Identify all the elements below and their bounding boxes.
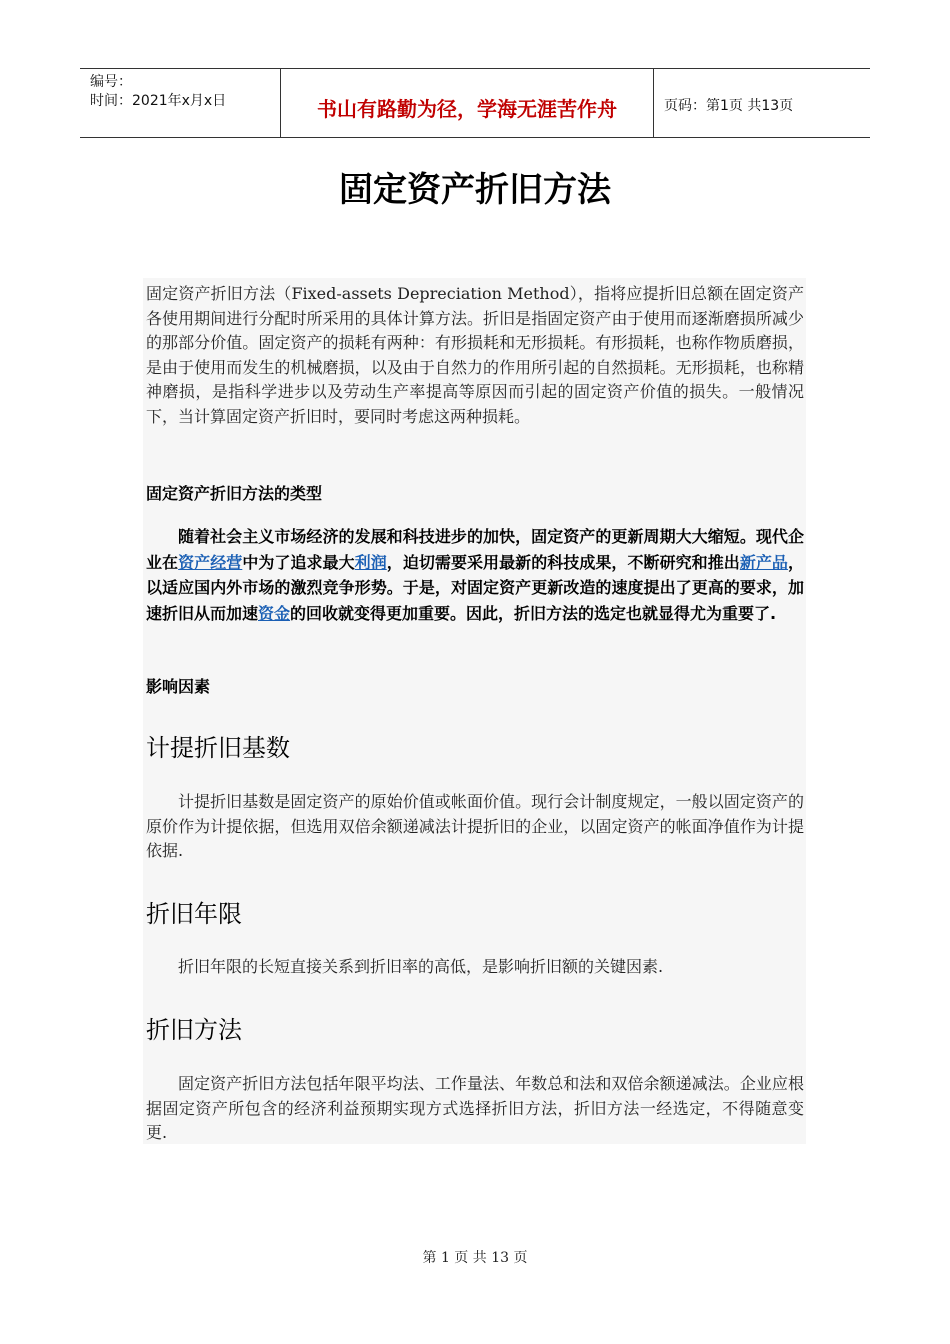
intro-paragraph: 固定资产折旧方法（Fixed-assets Depreciation Method），指将应提折旧总额在固定资产各使用期间进行分配时所采用的具体计算方法。折旧是指固定资产由于使用而逐渐磨损所减少的那部分价值。固定资产的损耗有两种：有形损耗和无形损耗。有形损耗，也称作物质磨损，是由于使用而发生的机械磨损，以及由于自然力的作用所引起的自然损耗。无形损耗，也称精神磨损，是指科学进步以及劳动生产率提高等原因而引起的固定资产价值的损失。一般情况下，当计算固定资产折旧时，要同时考虑这两种损耗。 xyxy=(146,284,804,426)
types-text-4: ，以适应国内外市场的激烈竞争形势。于是，对固定资产更新改造的速度提出了更高的要求，加速折旧从而加速 xyxy=(146,552,804,623)
section-text-base: 计提折旧基数是固定资产的原始价值或帐面价值。现行会计制度规定，一般以固定资产的原价作为计提依据，但选用双倍余额递减法计提折旧的企业，以固定资产的帐面净值作为计提依据. xyxy=(146,792,804,860)
types-text-2: 中为了追求最大 xyxy=(242,552,355,572)
link-new-product[interactable]: 新产品 xyxy=(739,552,788,572)
section-text-methods: 固定资产折旧方法包括年限平均法、工作量法、年数总和法和双倍余额递减法。企业应根据固定资产所包含的经济利益预期实现方式选择折旧方法，折旧方法一经选定，不得随意变更. xyxy=(146,1074,804,1142)
types-text-1: 随着社会主义市场经济的发展和科技进步的加快，固定资产的更新周期大大缩短。现代企业在 xyxy=(146,527,804,572)
section-heading-years: 折旧年限 xyxy=(146,900,242,928)
doc-number-label: 编号： xyxy=(90,74,132,90)
factors-heading: 影响因素 xyxy=(146,677,211,696)
link-profit[interactable]: 利润 xyxy=(354,552,387,572)
header-meta-cell xyxy=(80,69,281,137)
link-funds[interactable]: 资金 xyxy=(258,603,291,623)
section-heading-base: 计提折旧基数 xyxy=(146,734,290,762)
header-motto-cell xyxy=(281,69,654,137)
types-paragraph xyxy=(146,524,804,626)
document-title: 固定资产折旧方法 xyxy=(339,170,611,210)
types-text-5: 的回收就变得更加重要。因此，折旧方法的选定也就显得尤为重要了. xyxy=(290,603,777,623)
page-header xyxy=(80,68,870,138)
section-heading-methods: 折旧方法 xyxy=(146,1016,242,1044)
section-text-years: 折旧年限的长短直接关系到折旧率的高低，是影响折旧额的关键因素. xyxy=(178,957,664,976)
header-page-cell xyxy=(654,69,870,137)
document-body xyxy=(143,278,806,1144)
header-page-info: 页码：第1页 共13页 xyxy=(664,98,794,114)
header-motto: 书山有路勤为径，学海无涯苦作舟 xyxy=(317,97,617,121)
doc-time-label: 时间：2021年x月x日 xyxy=(90,93,227,109)
link-asset-management[interactable]: 资产经营 xyxy=(178,552,243,572)
types-heading: 固定资产折旧方法的类型 xyxy=(146,484,323,503)
types-text-3: ，迫切需要采用最新的科技成果，不断研究和推出 xyxy=(386,552,740,572)
page-footer: 第 1 页 共 13 页 xyxy=(422,1250,528,1266)
